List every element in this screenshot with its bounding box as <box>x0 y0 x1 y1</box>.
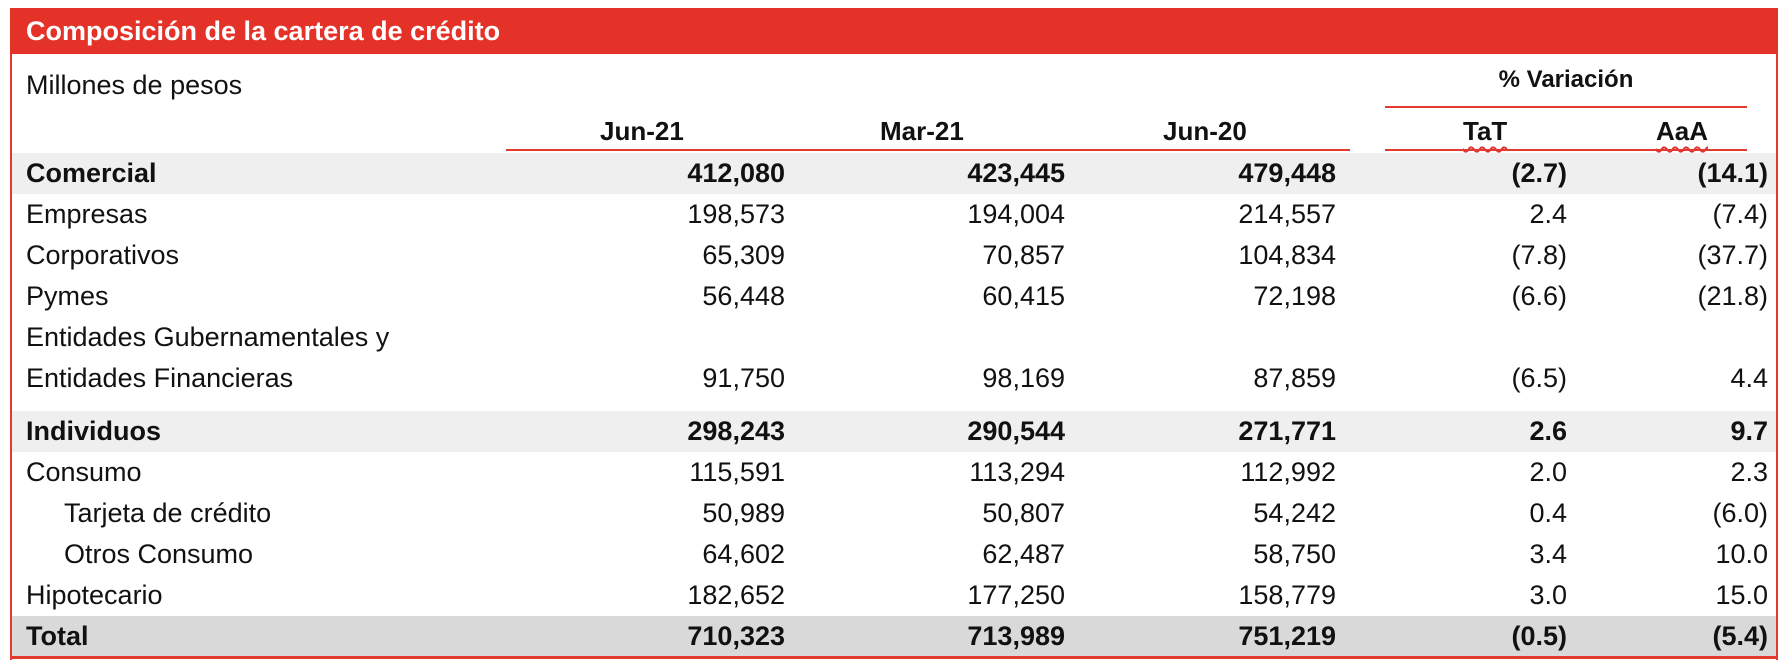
cell-mar21: 62,487 <box>982 539 1065 569</box>
cell-tat: 0.4 <box>1529 498 1567 528</box>
cell-mar21: 423,445 <box>967 158 1065 188</box>
cell-jun21: 298,243 <box>687 416 785 446</box>
cell-tat: 3.4 <box>1529 539 1567 569</box>
table-row-entidades-fin <box>12 358 1776 399</box>
table-row-corporativos <box>12 235 1776 276</box>
cell-aaa: (5.4) <box>1712 621 1768 651</box>
cell-tat: 3.0 <box>1529 580 1567 610</box>
row-label: Comercial <box>26 158 157 188</box>
row-label: Empresas <box>26 199 148 229</box>
cell-tat: (2.7) <box>1511 158 1567 188</box>
cell-aaa: 9.7 <box>1730 416 1768 446</box>
table-row-tarjeta <box>12 493 1776 534</box>
column-header-jun21: Jun-21 <box>600 116 684 146</box>
cell-aaa: (6.0) <box>1712 498 1768 528</box>
column-header-jun20: Jun-20 <box>1163 116 1247 146</box>
table-row-pymes <box>12 276 1776 317</box>
cell-jun21: 65,309 <box>702 240 785 270</box>
column-header-aaa: AaA <box>1656 116 1709 146</box>
header-divider <box>506 149 1350 151</box>
cell-tat: 2.0 <box>1529 457 1567 487</box>
variation-underline <box>1385 106 1747 108</box>
cell-mar21: 98,169 <box>982 363 1065 393</box>
cell-tat: (7.8) <box>1511 240 1567 270</box>
row-label: Corporativos <box>26 240 180 270</box>
bottom-border <box>10 656 1778 659</box>
cell-mar21: 70,857 <box>982 240 1065 270</box>
cell-aaa: 4.4 <box>1730 363 1768 393</box>
row-label: Consumo <box>26 457 142 487</box>
variation-header: % Variación <box>1498 66 1634 93</box>
cell-jun20: 87,859 <box>1253 363 1336 393</box>
column-header-tat: TaT <box>1463 116 1508 146</box>
cell-mar21: 60,415 <box>982 281 1065 311</box>
cell-mar21: 713,989 <box>967 621 1065 651</box>
cell-tat: (0.5) <box>1511 621 1567 651</box>
row-label: Total <box>26 621 89 651</box>
cell-aaa: (37.7) <box>1697 240 1768 270</box>
cell-mar21: 290,544 <box>967 416 1065 446</box>
table-row-consumo <box>12 452 1776 493</box>
cell-jun20: 271,771 <box>1238 416 1336 446</box>
table-row-empresas <box>12 194 1776 235</box>
table-row-individuos <box>12 411 1776 452</box>
cell-tat: 2.4 <box>1529 199 1567 229</box>
cell-jun20: 158,779 <box>1238 580 1336 610</box>
cell-jun21: 182,652 <box>687 580 785 610</box>
table-row-total <box>12 616 1776 657</box>
table-row-hipotecario <box>12 575 1776 616</box>
cell-jun21: 115,591 <box>689 457 785 487</box>
column-header-mar21: Mar-21 <box>880 116 964 146</box>
table-title: Composición de la cartera de crédito <box>10 8 1778 54</box>
row-label: Otros Consumo <box>64 539 254 569</box>
header-divider-variation <box>1385 149 1747 151</box>
cell-jun21: 50,989 <box>702 498 785 528</box>
cell-jun21: 198,573 <box>687 199 785 229</box>
cell-jun21: 412,080 <box>687 158 785 188</box>
row-label: Entidades Gubernamentales y <box>26 322 390 352</box>
cell-mar21: 194,004 <box>967 199 1065 229</box>
row-label: Hipotecario <box>26 580 163 610</box>
cell-jun21: 64,602 <box>702 539 785 569</box>
cell-mar21: 177,250 <box>967 580 1065 610</box>
units-label: Millones de pesos <box>26 70 243 100</box>
cell-tat: (6.6) <box>1511 281 1567 311</box>
cell-mar21: 50,807 <box>982 498 1065 528</box>
cell-jun21: 56,448 <box>702 281 785 311</box>
cell-aaa: (7.4) <box>1712 199 1768 229</box>
row-label: Entidades Financieras <box>26 363 294 393</box>
cell-jun20: 72,198 <box>1253 281 1336 311</box>
cell-jun20: 214,557 <box>1238 199 1336 229</box>
table-row-otros-consumo <box>12 534 1776 575</box>
row-label: Tarjeta de crédito <box>64 498 272 528</box>
cell-jun20: 104,834 <box>1238 240 1336 270</box>
cell-mar21: 113,294 <box>969 457 1065 487</box>
cell-jun21: 91,750 <box>702 363 785 393</box>
cell-jun20: 58,750 <box>1253 539 1336 569</box>
cell-jun20: 54,242 <box>1253 498 1336 528</box>
cell-tat: (6.5) <box>1511 363 1567 393</box>
cell-aaa: 15.0 <box>1715 580 1768 610</box>
cell-aaa: (21.8) <box>1697 281 1768 311</box>
cell-jun20: 479,448 <box>1238 158 1336 188</box>
table-row-entidades-gub <box>12 317 1776 358</box>
cell-aaa: 10.0 <box>1715 539 1768 569</box>
cell-aaa: 2.3 <box>1730 457 1768 487</box>
cell-aaa: (14.1) <box>1697 158 1768 188</box>
cell-tat: 2.6 <box>1529 416 1567 446</box>
cell-jun20: 751,219 <box>1238 621 1336 651</box>
table-row-comercial <box>12 153 1776 194</box>
cell-jun21: 710,323 <box>687 621 785 651</box>
row-label: Individuos <box>26 416 161 446</box>
cell-jun20: 112,992 <box>1240 457 1336 487</box>
row-label: Pymes <box>26 281 109 311</box>
